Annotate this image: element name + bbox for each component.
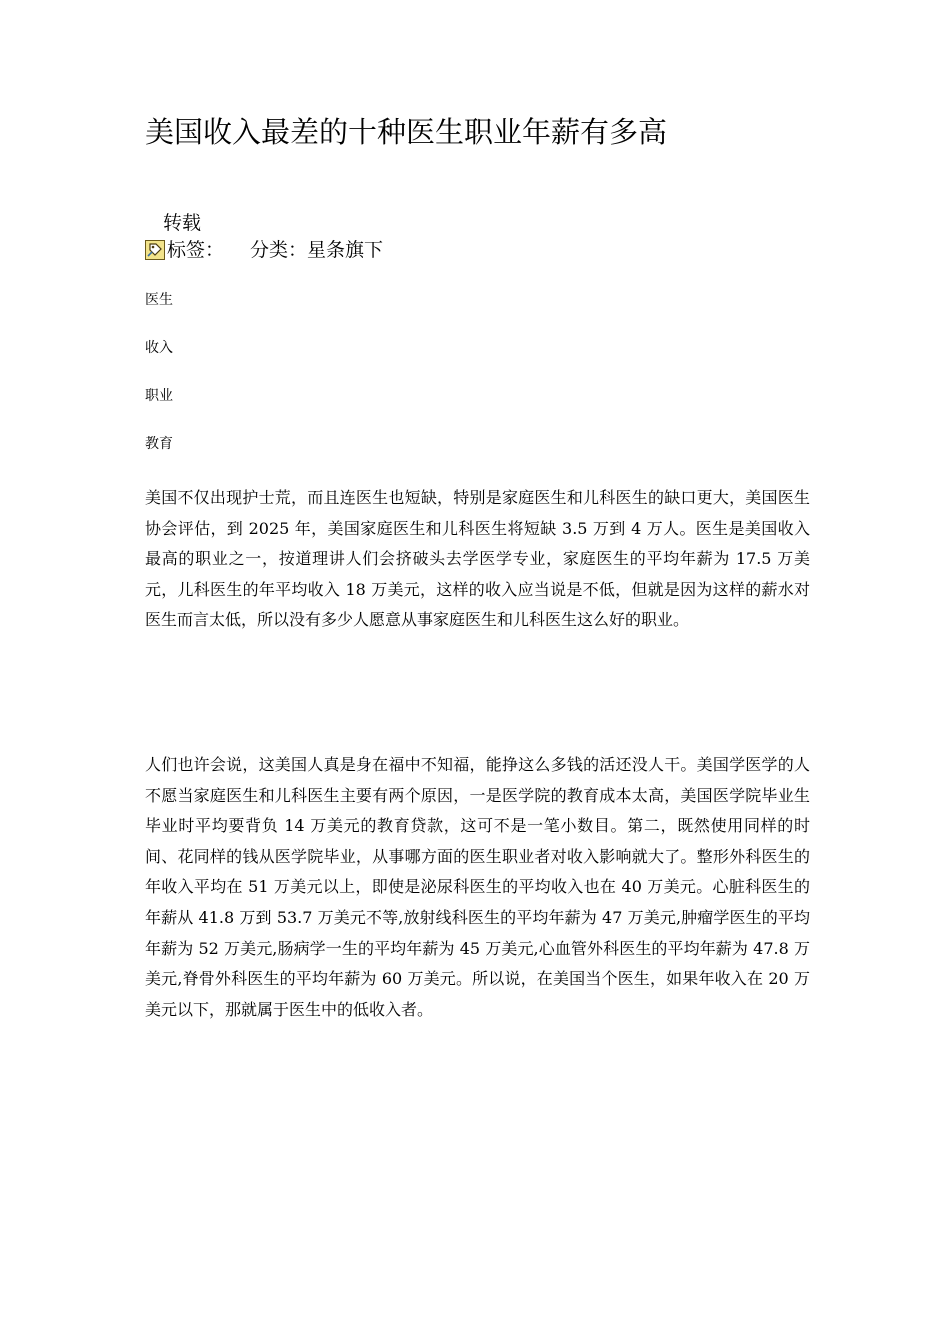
tag-item-doctor[interactable]: 医生: [145, 292, 173, 308]
tag-item-career[interactable]: 职业: [145, 388, 173, 404]
meta-line: [145, 238, 383, 262]
page-title: 美国收入最差的十种医生职业年薪有多高: [145, 115, 668, 149]
tag-item-income[interactable]: 收入: [145, 340, 173, 356]
repost-label: 转载: [163, 212, 202, 234]
tag-icon: [145, 240, 165, 260]
tag-item-education[interactable]: 教育: [145, 436, 173, 452]
article-paragraph-2: 人们也许会说，这美国人真是身在福中不知福，能挣这么多钱的活还没人干。美国学医学的人不愿当家庭医生和儿科医生主要有两个原因，一是医学院的教育成本太高，美国医学院毕业生毕业时平均要背负 14 万美元的教育贷款，这可不是一笔小数目。第二，既然使用同样的时间、花同样的钱从医学院毕业，从事哪方面的医生职业者对收入影响就大了。整形外科医生的年收入平均在 51 万美元以上，即使是泌尿科医生的平均收入也在 40 万美元。心脏科医生的年薪从 41.8 万到 53.7 万美元不等,放射线科医生的平均年薪为 47 万美元,肿瘤学医生的平均年薪为 52 万美元,肠病学一生的平均年薪为 45 万美元,心血管外科医生的平均年薪为 47.8 万美元,脊骨外科医生的平均年薪为 60 万美元。所以说，在美国当个医生，如果年收入在 20 万美元以下，那就属于医生中的低收入者。: [145, 755, 810, 1019]
article-paragraph-1: 美国不仅出现护士荒，而且连医生也短缺，特别是家庭医生和儿科医生的缺口更大，美国医生协会评估，到 2025 年，美国家庭医生和儿科医生将短缺 3.5 万到 4 万人。医生是美国收入最高的职业之一，按道理讲人们会挤破头去学医学专业，家庭医生的平均年薪为 17.5 万美元，儿科医生的年平均收入 18 万美元，这样的收入应当说是不低，但就是因为这样的薪水对医生而言太低，所以没有多少人愿意从事家庭医生和儿科医生这么好的职业。: [145, 488, 810, 630]
category-label: 分类：星条旗下: [250, 239, 384, 261]
tag-label: 标签：: [167, 239, 225, 261]
